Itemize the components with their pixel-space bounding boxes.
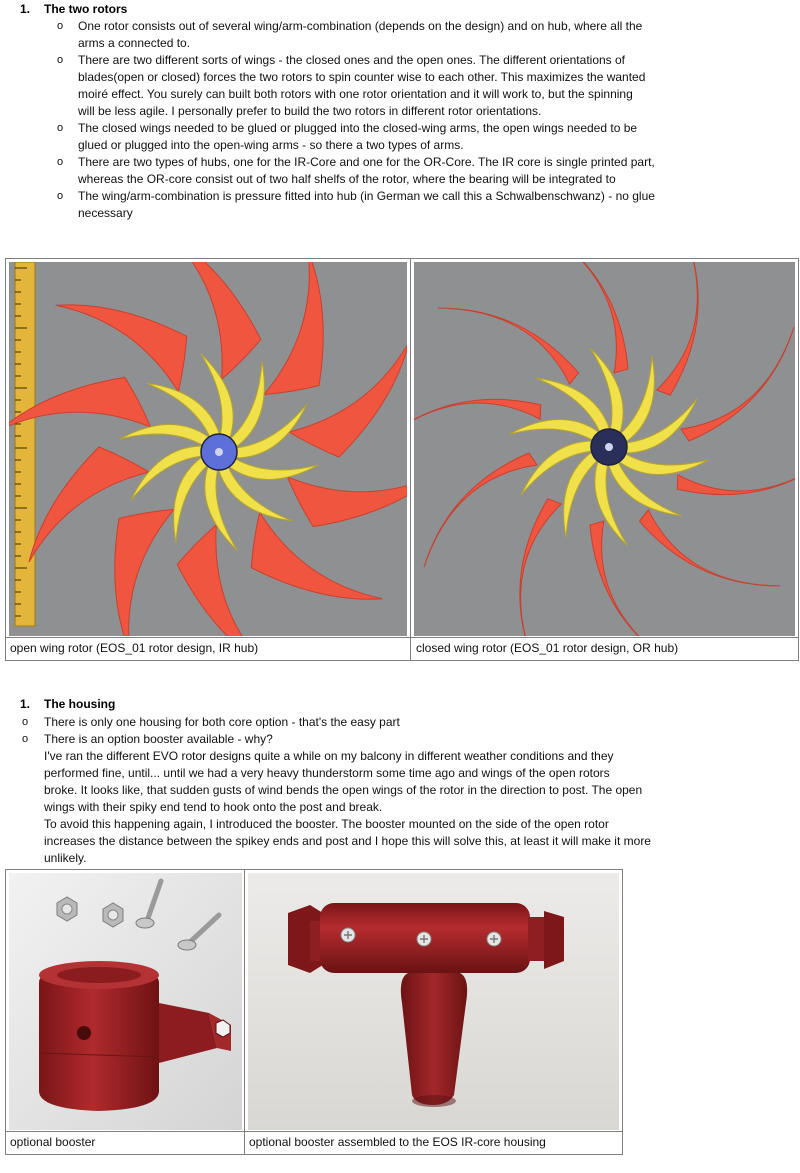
bullet-mark: o bbox=[57, 54, 64, 66]
rotor-bullet-item bbox=[57, 52, 787, 120]
paragraph-line: wings with their spiky end tend to hook onto the post and break. bbox=[44, 800, 383, 814]
bullet-line: There are two types of hubs, one for the IR-Core and one for the OR-Core. The IR core is single printed part, bbox=[78, 155, 655, 169]
rotor-bullet-item bbox=[57, 154, 787, 188]
bullet-mark: o bbox=[57, 190, 64, 202]
paragraph-line: performed fine, until... until we had a very heavy thunderstorm some time ago and wings of the open rotors bbox=[44, 766, 610, 780]
heading-number: 1. bbox=[20, 2, 31, 16]
bullet-line: There are two different sorts of wings - the closed ones and the open ones. The different orientations of bbox=[78, 53, 626, 67]
bullet-line: moiré effect. You surely can built both rotors with one rotor orientation and it will work to, but the spinning bbox=[78, 87, 633, 101]
closed-rotor-caption: closed wing rotor (EOS_01 rotor design, OR hub) bbox=[416, 641, 679, 655]
bullet-line: arms a connected to. bbox=[78, 36, 191, 50]
heading-title: The two rotors bbox=[44, 2, 128, 16]
bullet-mark: o bbox=[22, 733, 29, 745]
bullet-mark: o bbox=[57, 122, 64, 134]
assembled-booster-photo bbox=[248, 873, 619, 1130]
bullet-mark: o bbox=[57, 156, 64, 168]
paragraph-line: broke. It looks like, that sudden gusts of wind bends the open wings of the rotor in the direction to post. The open bbox=[44, 783, 643, 797]
bullet-line: One rotor consists out of several wing/arm-combination (depends on the design) and on hub, where all the bbox=[78, 19, 643, 33]
bullet-line: glued or plugged into the open-wing arms - so there a two types of arms. bbox=[78, 138, 464, 152]
paragraph-line: I've ran the different EVO rotor designs quite a while on my balcony in different weather conditions and they bbox=[44, 749, 614, 763]
housing-bullet-item bbox=[22, 731, 782, 748]
paragraph-line: increases the distance between the spikey ends and post and I hope this will solve this, at least it will make it more bbox=[44, 834, 651, 848]
rotor-bullet-item bbox=[57, 188, 787, 222]
heading-title: The housing bbox=[44, 697, 116, 711]
housing-bullet-item bbox=[22, 714, 782, 731]
closed-wing-rotor-photo bbox=[414, 262, 795, 636]
paragraph-line: unlikely. bbox=[44, 851, 87, 865]
assembled-booster-caption: optional booster assembled to the EOS IR-core housing bbox=[249, 1135, 546, 1149]
section-heading-rotors bbox=[20, 1, 127, 18]
open-wing-rotor-photo bbox=[9, 262, 407, 636]
bullet-line: blades(open or closed) forces the two rotors to spin counter wise to each other. This maximizes the wanted bbox=[78, 70, 646, 84]
rotor-bullet-item bbox=[57, 18, 787, 52]
bullet-line: will be less agile. I personally prefer to build the two rotors in different rotor orientations. bbox=[78, 104, 542, 118]
bullet-line: whereas the OR-core consist out of two half shelfs of the rotor, where the bearing will be integrated to bbox=[78, 172, 616, 186]
bullet-line: The wing/arm-combination is pressure fitted into hub (in German we call this a Schwalbenschwanz) - no glue bbox=[78, 189, 655, 203]
paragraph-line: To avoid this happening again, I introduced the booster. The booster mounted on the side of the open rotor bbox=[44, 817, 609, 831]
bullet-line: necessary bbox=[78, 206, 133, 220]
bullet-text: There is an option booster available - why? bbox=[44, 732, 273, 746]
optional-booster-caption: optional booster bbox=[10, 1135, 96, 1149]
heading-number: 1. bbox=[20, 697, 31, 711]
optional-booster-photo bbox=[9, 873, 242, 1130]
section-heading-housing bbox=[20, 696, 115, 713]
bullet-mark: o bbox=[22, 716, 29, 728]
rotor-photo-table bbox=[5, 258, 799, 661]
bullet-line: The closed wings needed to be glued or plugged into the closed-wing arms, the open wings needed to be bbox=[78, 121, 638, 135]
open-rotor-caption: open wing rotor (EOS_01 rotor design, IR hub) bbox=[10, 641, 259, 655]
rotor-bullet-item bbox=[57, 120, 787, 154]
bullet-text: There is only one housing for both core option - that's the easy part bbox=[44, 715, 400, 729]
booster-photo-table bbox=[5, 869, 623, 1155]
bullet-mark: o bbox=[57, 20, 64, 32]
